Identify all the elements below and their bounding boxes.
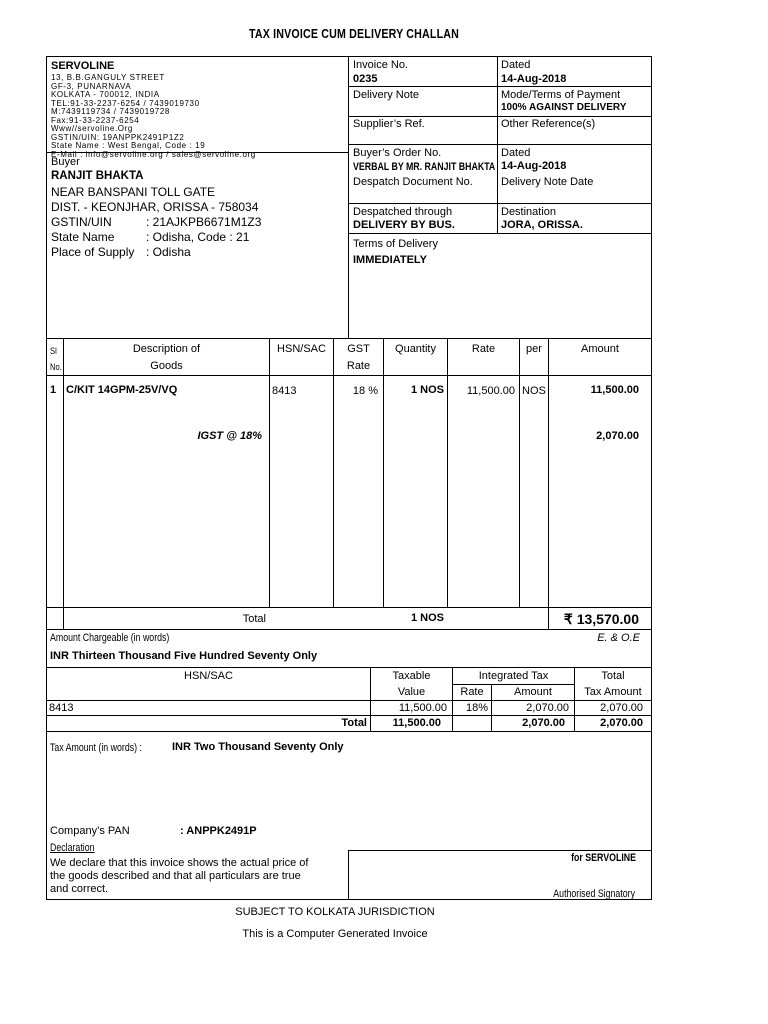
header-per: per — [526, 343, 542, 355]
invoice-no-label: Invoice No. — [353, 59, 409, 71]
seller-address-line: 13, B.B.GANGULY STREET — [51, 73, 165, 82]
header-desc-2: Goods — [150, 360, 183, 372]
terms-label: Terms of Delivery — [353, 238, 438, 250]
tax-summary-header-bottom — [46, 700, 652, 701]
item-hsn: 8413 — [272, 385, 297, 397]
igst-amount: 2,070.00 — [596, 430, 639, 442]
seller-address-line: KOLKATA - 700012, INDIA — [51, 90, 160, 99]
buyer-order-value: VERBAL BY MR. RANJIT BHAKTA — [353, 161, 496, 173]
col-line-rate — [519, 338, 520, 607]
items-total-quantity: 1 NOS — [410, 612, 444, 624]
item-sl: 1 — [50, 384, 57, 396]
border-left — [46, 56, 47, 900]
order-dated-label: Dated — [501, 147, 531, 159]
tax-header-hsn: HSN/SAC — [184, 670, 233, 682]
col-line-desc — [269, 338, 270, 607]
seller-phone: TEL:91-33-2237-6254 / 7439019730 — [51, 98, 200, 108]
authorised-signatory: Authorised Signatory — [553, 888, 635, 900]
despatched-through-value: DELIVERY BY BUS. — [353, 219, 455, 231]
header-hsn: HSN/SAC — [277, 343, 326, 355]
eoe-note: E. & O.E — [597, 632, 640, 644]
igst-label: IGST @ 18% — [197, 430, 262, 442]
tax-row-hsn: 8413 — [49, 702, 74, 714]
items-total-bottom — [46, 629, 652, 630]
tax-header-taxable-2: Value — [397, 686, 426, 698]
header-gst-2: Rate — [346, 360, 371, 372]
border-top — [46, 56, 652, 57]
tax-total-total: 2,070.00 — [600, 717, 643, 729]
header-gst-1: GST — [347, 343, 370, 355]
item-per: NOS — [522, 385, 546, 397]
payment-terms-value: 100% AGAINST DELIVERY — [501, 102, 627, 113]
pan-label: Company’s PAN — [50, 825, 130, 837]
other-ref-label: Other Reference(s) — [501, 118, 596, 130]
header-sl-2: No. — [50, 362, 62, 373]
buyer-supply-value: : Odisha — [146, 245, 191, 259]
buyer-state-label: State Name — [51, 230, 115, 244]
tax-header-total-2: Tax Amount — [584, 686, 642, 698]
tax-row-taxable: 11,500.00 — [398, 702, 447, 714]
tax-summary-bottom — [46, 731, 652, 732]
document-title: TAX INVOICE CUM DELIVERY CHALLAN — [249, 26, 459, 41]
items-header-line — [46, 375, 652, 376]
delivery-note-date-label: Delivery Note Date — [501, 176, 594, 188]
meta-line-5 — [348, 233, 651, 234]
items-top-line — [46, 338, 652, 339]
seller-website: Www//servoline.Org — [51, 124, 133, 133]
buyer-supply-label: Place of Supply — [51, 245, 135, 259]
meta-line-1 — [348, 86, 651, 87]
supplier-ref-label: Supplier’s Ref. — [353, 118, 425, 130]
seller-mobile: M:7439119734 / 7439019728 — [51, 107, 170, 116]
amount-words-label: Amount Chargeable (in words) — [50, 632, 170, 644]
header-sl-1: Sl — [50, 346, 57, 357]
amount-words-value: INR Thirteen Thousand Five Hundred Seventy Only — [50, 650, 318, 662]
buyer-gstin-label: GSTIN/UIN — [51, 215, 112, 229]
item-gst-rate: 18 % — [352, 385, 378, 397]
col-line-gst — [383, 338, 384, 607]
col-line-sl — [63, 338, 64, 629]
buyer-label: Buyer — [51, 156, 80, 168]
jurisdiction-note: SUBJECT TO KOLKATA JURISDICTION — [235, 906, 435, 918]
header-desc-1: Description of — [132, 343, 201, 355]
tax-summary-row-bottom — [46, 715, 652, 716]
tax-row-amount: 2,070.00 — [526, 702, 569, 714]
tax-total-amount: 2,070.00 — [522, 717, 565, 729]
items-total-label: Total — [242, 613, 266, 625]
buyer-order-label: Buyer’s Order No. — [353, 147, 442, 159]
integrated-tax-subline — [452, 684, 574, 685]
declaration-label: Declaration — [50, 842, 95, 854]
buyer-name: RANJIT BHAKTA — [51, 170, 144, 182]
declaration-line: and correct. — [50, 883, 109, 895]
declaration-line: We declare that this invoice shows the actual price of — [50, 857, 309, 869]
col-line-hsn — [333, 338, 334, 607]
seller-state: State Name : West Bengal, Code : 19 — [51, 141, 206, 150]
tax-summary-top — [46, 667, 652, 668]
order-dated-value: 14-Aug-2018 — [501, 160, 567, 172]
tax-row-total: 2,070.00 — [600, 702, 643, 714]
tax-header-integrated: Integrated Tax — [478, 670, 549, 682]
seller-fax: Fax:91-33-2237-6254 — [51, 115, 140, 125]
dated-value: 14-Aug-2018 — [501, 73, 567, 85]
tax-row-rate: 18% — [465, 702, 488, 714]
divider-meta-columns — [497, 56, 498, 234]
tax-total-label: Total — [341, 717, 367, 729]
tax-header-total-1: Total — [601, 670, 625, 682]
item-amount: 11,500.00 — [590, 384, 639, 396]
item-description: C/KIT 14GPM-25V/VQ — [66, 384, 178, 396]
tax-header-rate: Rate — [460, 686, 484, 698]
pan-value: : ANPPK2491P — [180, 825, 257, 837]
signatory-box-left — [348, 850, 349, 900]
declaration-line: the goods described and that all particulars are true — [50, 870, 301, 882]
computer-generated-note: This is a Computer Generated Invoice — [242, 928, 428, 940]
buyer-gstin-value: : 21AJKPB6671M1Z3 — [146, 215, 262, 229]
tax-header-taxable-1: Taxable — [392, 670, 431, 682]
tax-header-amount: Amount — [514, 686, 552, 698]
terms-value: IMMEDIATELY — [353, 254, 427, 266]
buyer-state-value: : Odisha, Code : 21 — [146, 230, 250, 244]
divider-left-meta — [348, 56, 349, 338]
col-line-per — [548, 338, 549, 629]
tax-total-taxable: 11,500.00 — [392, 717, 441, 729]
meta-line-4 — [348, 203, 651, 204]
header-rate: Rate — [471, 343, 496, 355]
invoice-no-value: 0235 — [353, 73, 378, 85]
destination-value: JORA, ORISSA. — [501, 219, 583, 231]
payment-terms-label: Mode/Terms of Payment — [501, 89, 621, 101]
signatory-box-top — [348, 850, 652, 851]
item-quantity: 1 NOS — [410, 384, 444, 396]
tax-words-label: Tax Amount (in words) : — [50, 742, 142, 754]
header-amount: Amount — [581, 343, 619, 355]
dated-label: Dated — [501, 59, 531, 71]
tax-words-value: INR Two Thousand Seventy Only — [172, 741, 344, 753]
seller-address — [51, 74, 256, 159]
delivery-note-label: Delivery Note — [353, 89, 420, 101]
border-right — [651, 56, 652, 900]
meta-line-3 — [348, 144, 651, 145]
declaration-text — [50, 857, 308, 896]
for-company: for SERVOLINE — [571, 852, 636, 864]
seller-email: E-Mail : info@servoline.org / sales@servoline.org — [51, 149, 256, 159]
buyer-address-1: NEAR BANSPANI TOLL GATE — [51, 185, 216, 199]
despatch-doc-label: Despatch Document No. — [353, 176, 473, 188]
seller-gstin: GSTIN/UIN: 19ANPPK2491P1Z2 — [51, 132, 185, 142]
seller-name: SERVOLINE — [51, 60, 115, 72]
seller-address-line: GF-3, PUNARNAVA — [51, 81, 132, 91]
meta-line-2 — [348, 116, 651, 117]
buyer-address-2: DIST. - KEONJHAR, ORISSA - 758034 — [51, 200, 259, 214]
grand-total: ₹ 13,570.00 — [563, 611, 639, 627]
col-line-qty — [447, 338, 448, 607]
header-quantity: Quantity — [395, 343, 436, 355]
items-body-bottom — [46, 607, 652, 608]
destination-label: Destination — [501, 206, 557, 218]
despatched-through-label: Despatched through — [353, 206, 453, 218]
item-rate: 11,500.00 — [466, 385, 515, 397]
